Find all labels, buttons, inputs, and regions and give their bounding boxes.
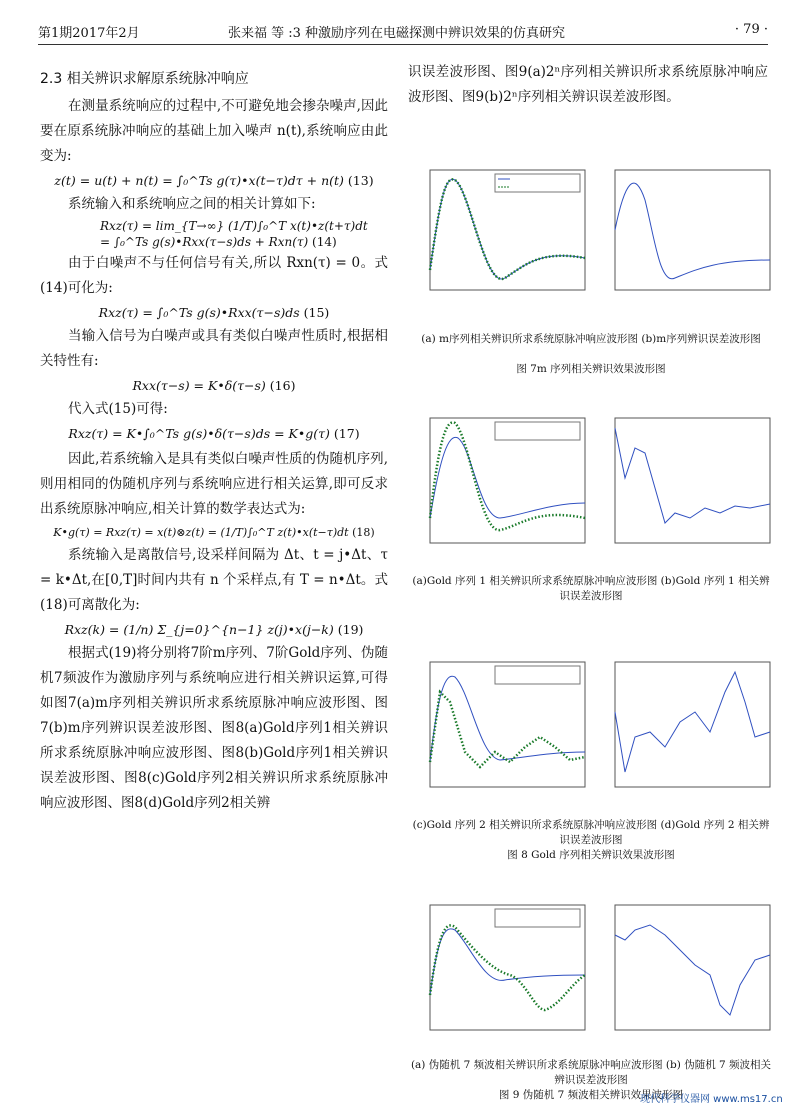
paragraph-1: 在测量系统响应的过程中,不可避免地会掺杂噪声,因此要在原系统脉冲响应的基础上加入噪声 n(t),系统响应由此变为: <box>40 98 388 164</box>
fig9a-legend <box>495 909 580 927</box>
equation-17: Rxz(τ) = K•∫₀^Ts g(s)•δ(τ−s)ds = K•g(τ) (17) <box>68 426 360 441</box>
fig8d-plot <box>595 652 775 802</box>
fig9a-plot <box>410 895 590 1045</box>
issue-label: 第1期2017年2月 <box>38 26 140 41</box>
fig7a-legend <box>495 174 580 192</box>
fig8a-legend <box>495 422 580 440</box>
fig9b-frame <box>615 905 770 1030</box>
fig7b-frame <box>615 170 770 290</box>
fig8a-plot <box>410 408 590 558</box>
fig9-caption-sub: (a) 伪随机 7 频波相关辨识所求系统原脉冲响应波形图 (b) 伪随机 7 频波相关辨识误差波形图 <box>410 1059 772 1086</box>
paragraph-4: 当输入信号为白噪声或具有类似白噪声性质时,根据相关特性有: <box>40 328 388 369</box>
paragraph-5: 代入式(15)可得: <box>68 401 168 417</box>
fig7a-plot <box>410 160 590 310</box>
paragraph-7: 系统输入是离散信号,设采样间隔为 Δt、t = j•Δt、τ = k•Δt,在[0,T]时间内共有 n 个采样点,有 T = n•Δt。式(18)可离散化为: <box>40 547 388 613</box>
equation-18: K•g(τ) = Rxz(τ) = x(t)⊗z(t) = (1/T)∫₀^T z(t)•x(t−τ)dt (18) <box>53 526 375 539</box>
equation-14b: = ∫₀^Ts g(s)•Rxx(τ−s)ds + Rxn(τ) (14) <box>100 235 337 249</box>
running-header <box>38 22 768 44</box>
right-column <box>408 60 768 110</box>
header-title: 张来福 等 :3 种激励序列在电磁探测中辨识效果的仿真研究 <box>228 26 566 41</box>
equation-19: Rxz(k) = (1/n) Σ_{j=0}^{n−1} z(j)•x(j−k) (19) <box>64 622 364 637</box>
fig9-caption: 图 9 伪随机 7 频波相关辨识效果波形图 <box>498 1089 684 1101</box>
equation-13: z(t) = u(t) + n(t) = ∫₀^Ts g(τ)•x(t−τ)dτ + n(t) (13) <box>54 173 374 188</box>
fig8b-frame <box>615 418 770 543</box>
equation-16: Rxx(τ−s) = K•δ(τ−s) (16) <box>132 378 296 393</box>
header-rule <box>38 44 768 45</box>
equation-14a: Rxz(τ) = lim_{T→∞} (1/T)∫₀^T x(t)•z(t+τ)dt <box>100 219 368 233</box>
fig8c-plot <box>410 652 590 802</box>
paragraph-2: 系统输入和系统响应之间的相关计算如下: <box>68 196 316 212</box>
equation-15: Rxz(τ) = ∫₀^Ts g(s)•Rxx(τ−s)ds (15) <box>98 305 330 320</box>
fig8b-plot <box>595 408 775 558</box>
paragraph-right-top: 识误差波形图、图9(a)2ⁿ序列相关辨识所求系统原脉冲响应波形图、图9(b)2ⁿ序列相关辨识误差波形图。 <box>408 64 768 105</box>
fig8-caption: 图 8 Gold 序列相关辨识效果波形图 <box>507 849 675 861</box>
paragraph-3: 由于白噪声不与任何信号有关,所以 Rxn(τ) = 0。式(14)可化为: <box>40 255 388 296</box>
left-column <box>40 60 388 816</box>
page-number: · 79 · <box>734 22 768 37</box>
fig7-caption: 图 7m 序列相关辨识效果波形图 <box>516 363 666 375</box>
fig8cd-caption-sub: (c)Gold 序列 2 相关辨识所求系统原脉冲响应波形图 (d)Gold 序列 2 相关辨识误差波形图 <box>412 819 770 846</box>
fig8d-frame <box>615 662 770 787</box>
fig9b-plot <box>595 895 775 1045</box>
watermark: 现代科学仪器网 www.ms17.cn <box>640 1094 783 1105</box>
fig8c-legend <box>495 666 580 684</box>
paragraph-6: 因此,若系统输入是具有类似白噪声性质的伪随机序列,则用相同的伪随机序列与系统响应进行相关运算,即可反求出系统原脉冲响应,相关计算的数学表达式为: <box>40 451 388 517</box>
paragraph-8: 根据式(19)将分别将7阶m序列、7阶Gold序列、伪随机7频波作为激励序列与系统响应进行相关辨识运算,可得如图7(a)m序列相关辨识所求系统原脉冲响应波形图、图7(b)m序列辨识误差波形图、图8(a)Gold序列1相关辨识所求系统原脉冲响应波形图、图8(b)Gold序列1相关辨识误差波形图、图8(c)Gold序列2相关辨识所求系统原脉冲响应波形图、图8(d)Gold序列2相关辨 <box>40 645 388 811</box>
section-heading: 2.3 相关辨识求解原系统脉冲响应 <box>40 71 249 87</box>
fig7b-plot <box>595 160 775 310</box>
fig8ab-caption-sub: (a)Gold 序列 1 相关辨识所求系统原脉冲响应波形图 (b)Gold 序列 1 相关辨识误差波形图 <box>412 575 770 602</box>
fig7-caption-sub: (a) m序列相关辨识所求系统原脉冲响应波形图 (b)m序列辨识误差波形图 <box>421 333 761 345</box>
